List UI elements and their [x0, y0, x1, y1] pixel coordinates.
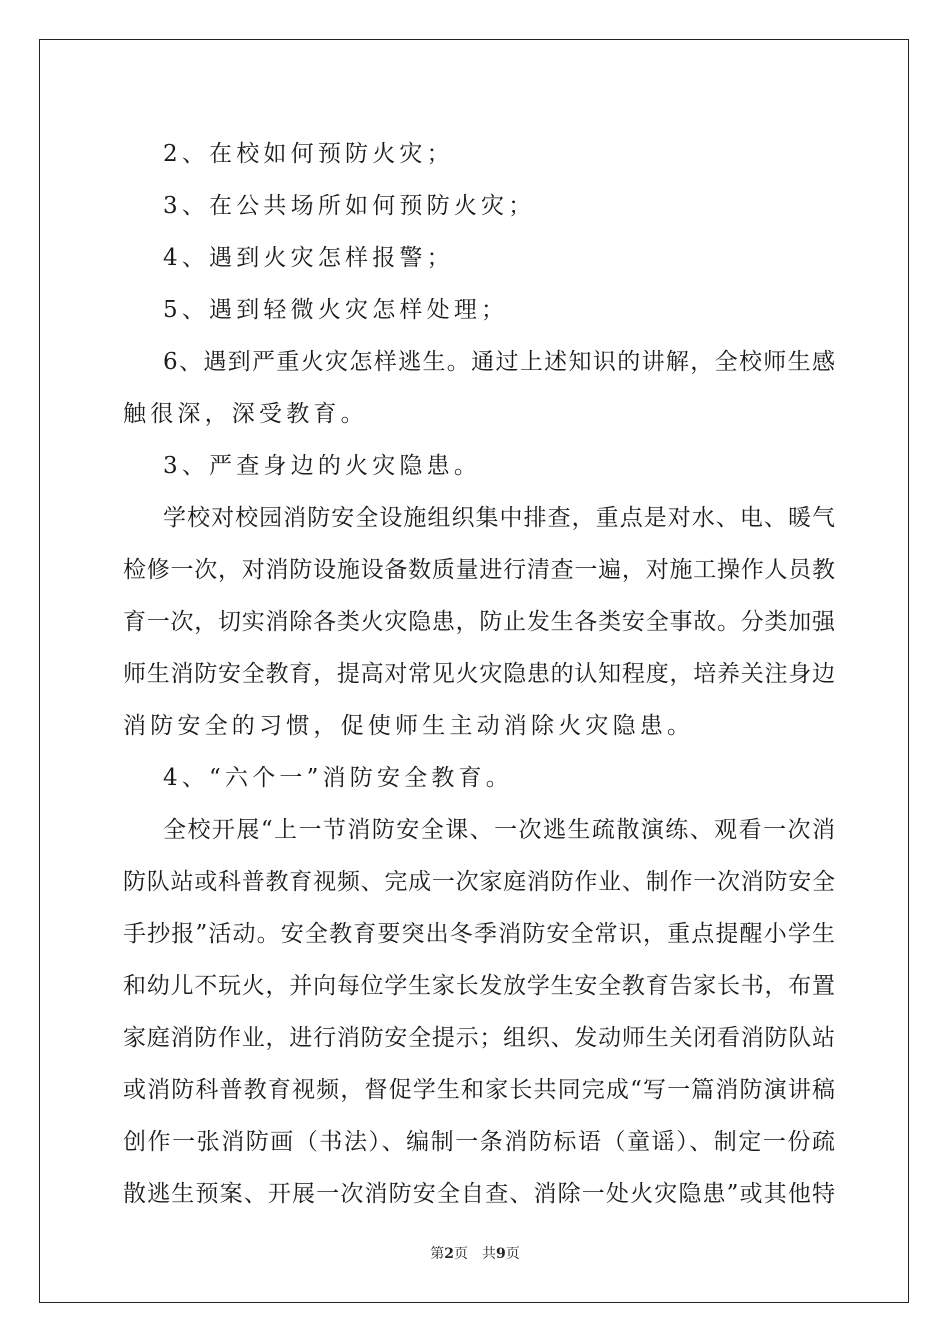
paragraph-line: 学校对校园消防安全设施组织集中排查，重点是对水、电、暖气 [163, 505, 835, 531]
list-item: 5、遇到轻微火灾怎样处理； [163, 297, 509, 323]
footer-page-suffix: 页 [454, 1246, 468, 1262]
document-body [123, 128, 835, 1220]
footer-prefix: 第 [430, 1246, 445, 1262]
paragraph-line: 检修一次，对消防设施设备数质量进行清查一遍，对施工操作人员教 [123, 557, 835, 583]
page-footer [0, 1243, 950, 1263]
footer-total-suffix: 页 [505, 1246, 520, 1262]
list-item: 3、在公共场所如何预防火灾； [163, 193, 536, 219]
section-heading: 3、严查身边的火灾隐患。 [163, 453, 482, 479]
paragraph-line: 育一次，切实消除各类火灾隐患，防止发生各类安全事故。分类加强 [123, 609, 835, 635]
paragraph-line: 手抄报”活动。安全教育要突出冬季消防安全常识，重点提醒小学生 [123, 921, 835, 947]
list-item: 4、遇到火灾怎样报警； [163, 245, 454, 271]
paragraph-line: 师生消防安全教育，提高对常见火灾隐患的认知程度，培养关注身边 [123, 661, 835, 687]
list-item: 2、在校如何预防火灾； [163, 141, 454, 167]
paragraph-line: 创作一张消防画（书法）、编制一条消防标语（童谣）、制定一份疏 [123, 1129, 835, 1155]
total-page-count: 9 [496, 1246, 506, 1262]
paragraph-line: 触很深，深受教育。 [123, 401, 368, 427]
paragraph-line: 家庭消防作业，进行消防安全提示；组织、发动师生关闭看消防队站 [123, 1025, 835, 1051]
paragraph-line: 6、遇到严重火灾怎样逃生。通过上述知识的讲解，全校师生感 [163, 349, 835, 375]
paragraph-line: 散逃生预案、开展一次消防安全自查、消除一处火灾隐患”或其他特 [123, 1181, 835, 1207]
paragraph-line: 全校开展“上一节消防安全课、一次逃生疏散演练、观看一次消 [163, 817, 835, 843]
section-heading: 4、“六个一”消防安全教育。 [163, 765, 513, 791]
paragraph-line: 防队站或科普教育视频、完成一次家庭消防作业、制作一次消防安全 [123, 869, 835, 895]
paragraph-line: 或消防科普教育视频，督促学生和家长共同完成“写一篇消防演讲稿 [123, 1077, 835, 1103]
current-page-number: 2 [444, 1246, 454, 1262]
footer-total-prefix: 共 [482, 1246, 496, 1262]
paragraph-line: 和幼儿不玩火，并向每位学生家长发放学生安全教育告家长书，布置 [123, 973, 835, 999]
paragraph-line: 消防安全的习惯，促使师生主动消除火灾隐患。 [123, 713, 695, 739]
